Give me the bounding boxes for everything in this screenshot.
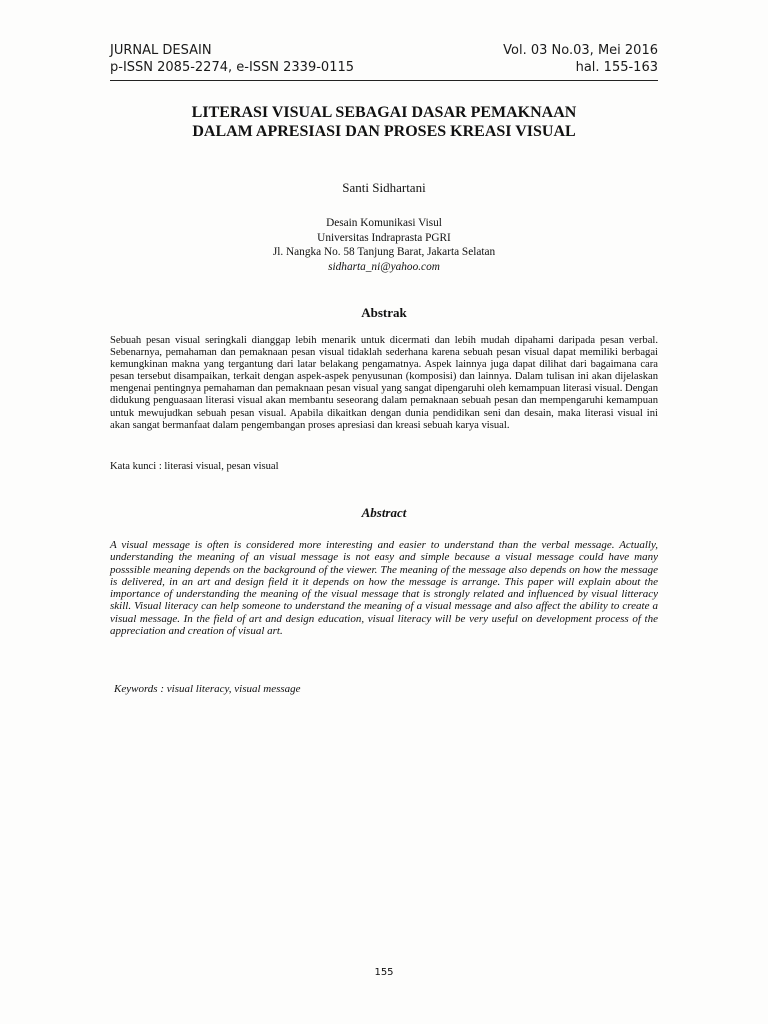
page-number: 155 bbox=[374, 967, 394, 978]
header-row-bottom bbox=[110, 59, 658, 76]
page-range: hal. 155-163 bbox=[575, 60, 658, 75]
author-name: Santi Sidhartani bbox=[342, 180, 426, 195]
abstrak-keywords: Kata kunci : literasi visual, pesan visual bbox=[110, 461, 279, 472]
abstract-body: A visual message is often is considered more interesting and easier to understand than the verbal message. Actually, understanding the meaning of an visual message is not easy and simple because a visual message could have many posssible meaning depends on the background of the viewer. The meaning of the message also depends on how the message is delivered, in an art and design field it it depends on how the message is arrange. This paper will explain about the importance of understanding the meaning of the visual message that is strongly related and influenced by visual litteracy skill. Visual literacy can help someone to understand the meaning of a visual message and also affect the ability to create a visual message. In the field of art and design education, visual literacy will be very useful on development process of the appreciation and creation of visual art. bbox=[110, 539, 658, 638]
header-row-top bbox=[110, 42, 658, 59]
title-line-2: DALAM APRESIASI DAN PROSES KREASI VISUAL bbox=[192, 123, 576, 140]
volume-info: Vol. 03 No.03, Mei 2016 bbox=[503, 43, 658, 58]
affiliation-department: Desain Komunikasi Visul bbox=[326, 217, 442, 229]
affiliation-university: Universitas Indraprasta PGRI bbox=[317, 231, 451, 244]
paper-title bbox=[110, 103, 658, 141]
abstract-heading: Abstract bbox=[361, 505, 407, 520]
journal-header bbox=[110, 42, 658, 76]
abstrak-body: Sebuah pesan visual seringkali dianggap lebih menarik untuk dicermati dan lebih mudah dipahami daripada pesan verbal. Sebenarnya, pemahaman dan pemaknaan pesan visual tidaklah sederhana karena sebuah pesan visual dapat memiliki berbagai kemungkinan makna yang tergantung dari latar belakang pengamatnya. Aspek lainnya juga dapat dilihat dari bagaimana cara pesan tersebut disampaikan, terkait dengan aspek-aspek penyusunan (komposisi) dan lainnya. Dalam tulisan ini akan dijelaskan mengenai pentingnya pemahaman dan pemaknaan pesan visual yang sangat dipengaruhi oleh kemampuan literasi visual. Dengan didukung penguasaan literasi visual akan membantu seseorang dalam pemaknaan sebuah pesan dan mempengaruhi kemampuan untuk mewujudkan sebuah pesan visual. Apabila dikaitkan dengan dunia pendidikan seni dan desain, maka literasi visual ini akan sangat bermanfaat dalam pengembangan proses apresiasi dan kreasi sebuah karya visual. bbox=[110, 335, 658, 431]
author-affiliation bbox=[110, 216, 658, 274]
header-divider bbox=[110, 80, 658, 81]
abstract-keywords: Keywords : visual literacy, visual message bbox=[114, 683, 301, 695]
affiliation-address: Jl. Nangka No. 58 Tanjung Barat, Jakarta Selatan bbox=[272, 246, 496, 258]
issn-info: p-ISSN 2085-2274, e-ISSN 2339-0115 bbox=[110, 60, 355, 75]
abstrak-heading: Abstrak bbox=[361, 305, 407, 320]
author-email: sidharta_ni@yahoo.com bbox=[328, 260, 440, 273]
title-line-1: LITERASI VISUAL SEBAGAI DASAR PEMAKNAAN bbox=[191, 104, 577, 121]
journal-name: JURNAL DESAIN bbox=[110, 43, 212, 58]
